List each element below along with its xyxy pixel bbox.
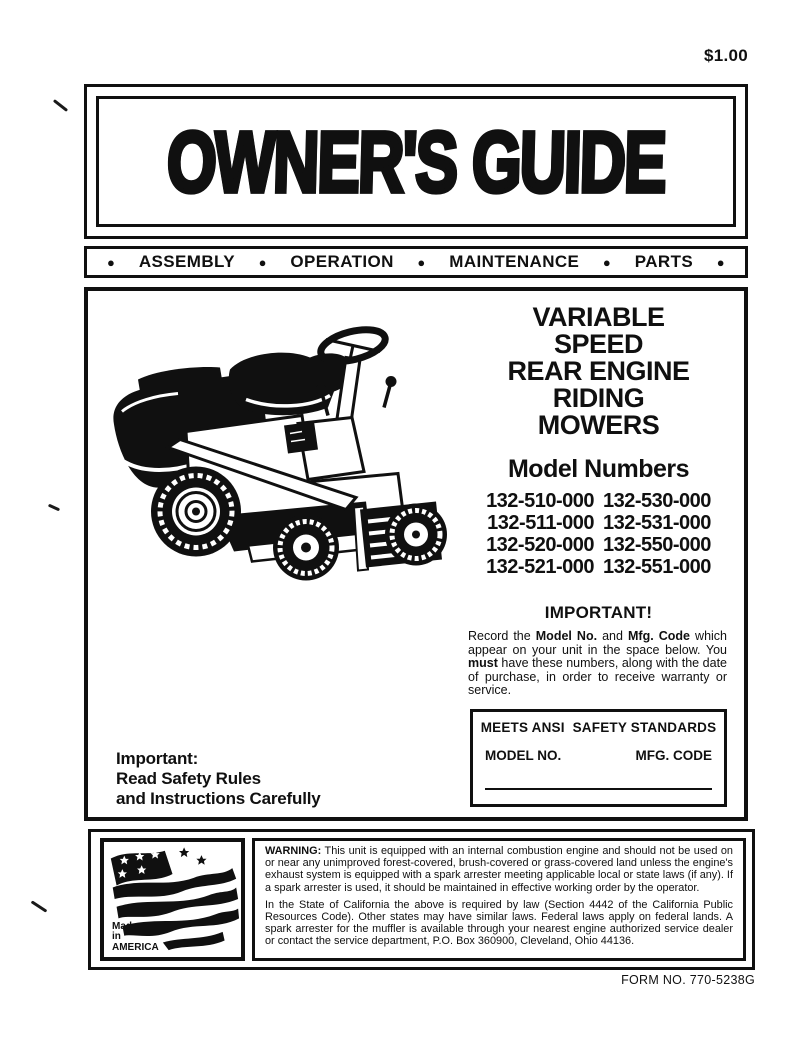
model-number: 132-551-000 <box>603 556 711 578</box>
ansi-heading: MEETS ANSI SAFETY STANDARDS <box>480 719 717 735</box>
registration-mark <box>48 504 60 512</box>
model-number: 132-530-000 <box>603 490 711 512</box>
important-bold-must: must <box>468 656 498 671</box>
made-in-america-box <box>100 838 245 961</box>
bullet-icon: ● <box>417 254 426 270</box>
model-number: 132-520-000 <box>486 534 594 556</box>
model-no-label: MODEL NO. <box>485 747 562 763</box>
bullet-icon: ● <box>602 254 612 270</box>
product-title-line: RIDING <box>552 383 645 413</box>
warning-label: WARNING: <box>265 845 322 857</box>
important-text-part: and <box>597 629 629 643</box>
warning-paragraph-1 <box>265 845 733 894</box>
section-bar <box>84 246 748 278</box>
bullet-icon: ● <box>716 254 725 270</box>
safety-note <box>116 749 321 809</box>
model-number: 132-531-000 <box>603 512 711 534</box>
registration-mark <box>53 99 68 112</box>
warning-paragraph-2: In the State of California the above is required by law (Section 4442 of the California Public Resources Code). Other states may have similar laws. Federal laws apply on federal lands. A spark arrester for the muffler is available through your nearest engine authorized service dealer or contact the service department, P.O. Box 360900, Cleveland, Ohio 44136. <box>265 898 733 948</box>
section-label-parts: PARTS <box>634 252 694 271</box>
model-numbers-heading: Model Numbers <box>507 455 690 483</box>
product-info-column <box>454 304 743 807</box>
important-heading: IMPORTANT! <box>544 603 653 622</box>
made-in-america-label <box>112 922 159 954</box>
bullet-icon: ● <box>258 254 267 270</box>
product-title-line: REAR ENGINE <box>507 356 690 386</box>
bullet-icon: ● <box>107 254 116 270</box>
important-paragraph <box>468 630 727 698</box>
write-in-line <box>485 788 712 790</box>
main-content-box <box>84 287 748 821</box>
page-title: OWNER'S GUIDE <box>165 113 667 210</box>
warning-text-1: This unit is equipped with an internal combustion engine and should not be used on or near any unimproved forest-covered, brush-covered or grass-covered land unless the engine's exhaust system is equipped with a spark arrester meeting applicable local or state laws (if any). If a spark arrester is used, it should be maintained in effective working order by the operator. <box>265 845 733 894</box>
ansi-labels-row <box>473 748 724 763</box>
made-in-line: Made <box>112 920 138 932</box>
safety-note-line: Important: <box>116 749 199 768</box>
warning-box <box>252 838 746 961</box>
section-label-assembly: ASSEMBLY <box>138 252 235 271</box>
form-number: FORM NO. 770-5238G <box>621 973 755 987</box>
safety-note-line: Read Safety Rules <box>116 769 261 788</box>
section-label-maintenance: MAINTENANCE <box>449 252 580 271</box>
product-title-line: VARIABLE <box>532 302 665 332</box>
made-in-line: AMERICA <box>112 941 159 953</box>
ansi-standards-box <box>470 709 727 807</box>
product-title-line: MOWERS <box>537 410 660 440</box>
important-text-part: Record the <box>468 629 536 643</box>
masthead-frame <box>84 84 748 239</box>
made-in-line: in <box>112 931 121 942</box>
product-title-line: SPEED <box>553 329 644 359</box>
mfg-code-label: MFG. CODE <box>635 747 712 763</box>
cover-price: $1.00 <box>703 46 748 65</box>
important-bold-mfg-code: Mfg. Code <box>628 629 690 643</box>
model-number: 132-521-000 <box>486 556 594 578</box>
important-text-part: have these numbers, along with the date of purchase, in order to receive warranty or service. <box>468 656 727 698</box>
title-box <box>96 96 736 227</box>
bottom-frame <box>88 829 755 970</box>
safety-note-line: and Instructions Carefully <box>116 789 321 808</box>
model-numbers-list <box>454 490 743 578</box>
important-text-part: which appear on your unit in the space below. You <box>468 629 728 657</box>
riding-mower-illustration <box>98 319 458 605</box>
registration-mark <box>31 900 48 912</box>
section-label-operation: OPERATION <box>290 252 394 271</box>
model-number: 132-550-000 <box>603 534 711 556</box>
model-number: 132-511-000 <box>487 512 594 534</box>
model-number: 132-510-000 <box>486 490 594 512</box>
important-bold-model-no: Model No. <box>535 629 598 643</box>
